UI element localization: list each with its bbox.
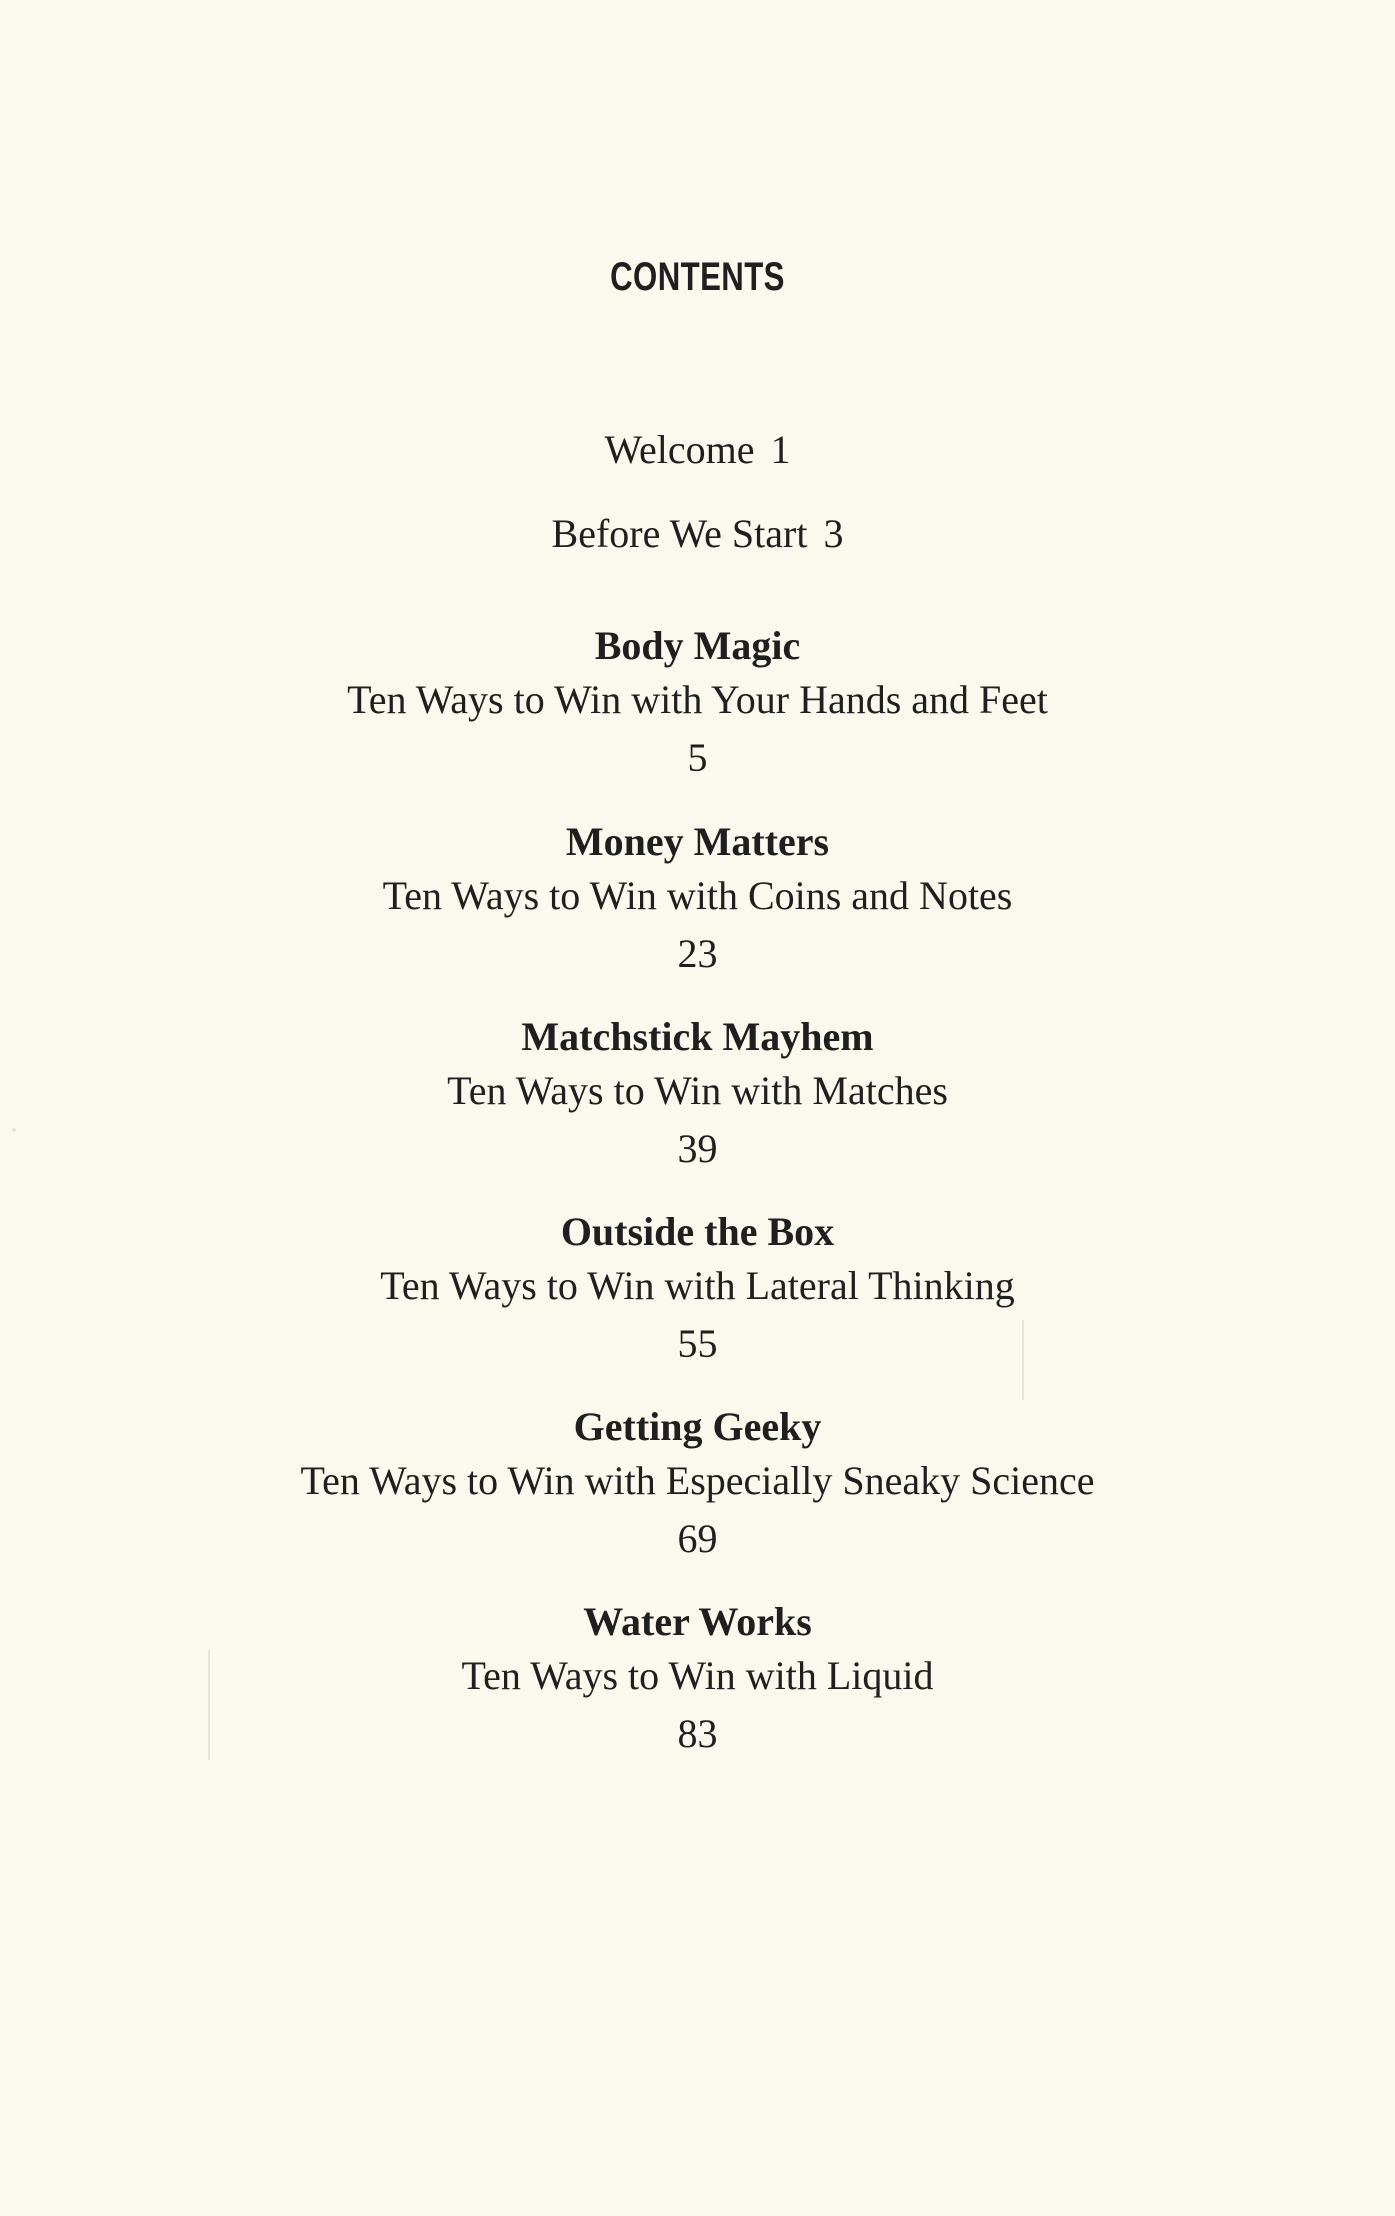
toc-entry-label: Before We Start [551,511,808,556]
section-page-number: 55 [677,1321,718,1366]
page-title: CONTENTS [610,255,785,299]
toc-entry-before-we-start [0,510,1395,558]
toc-entry-page: 3 [823,511,844,556]
toc-entry-welcome [0,426,1395,474]
section-page-number: 69 [677,1516,718,1561]
section-title: Money Matters [565,819,830,864]
section-page-number: 39 [677,1126,718,1171]
section-subtitle: Ten Ways to Win with Your Hands and Feet [347,677,1048,722]
section-page-number: 5 [687,735,708,780]
section-title: Body Magic [594,623,801,668]
section-subtitle: Ten Ways to Win with Coins and Notes [382,873,1013,918]
section-page-number: 23 [677,931,718,976]
section-title: Outside the Box [560,1209,835,1254]
section-subtitle: Ten Ways to Win with Matches [447,1068,948,1113]
section-title: Water Works [583,1599,812,1644]
section-subtitle: Ten Ways to Win with Especially Sneaky Science [300,1458,1095,1503]
section-title: Matchstick Mayhem [521,1014,874,1059]
toc-entry-label: Welcome [604,427,755,472]
section-page-number: 83 [677,1711,718,1756]
section-subtitle: Ten Ways to Win with Liquid [461,1653,934,1698]
toc-entry-page: 1 [770,427,791,472]
section-title: Getting Geeky [573,1404,822,1449]
section-subtitle: Ten Ways to Win with Lateral Thinking [380,1263,1015,1308]
